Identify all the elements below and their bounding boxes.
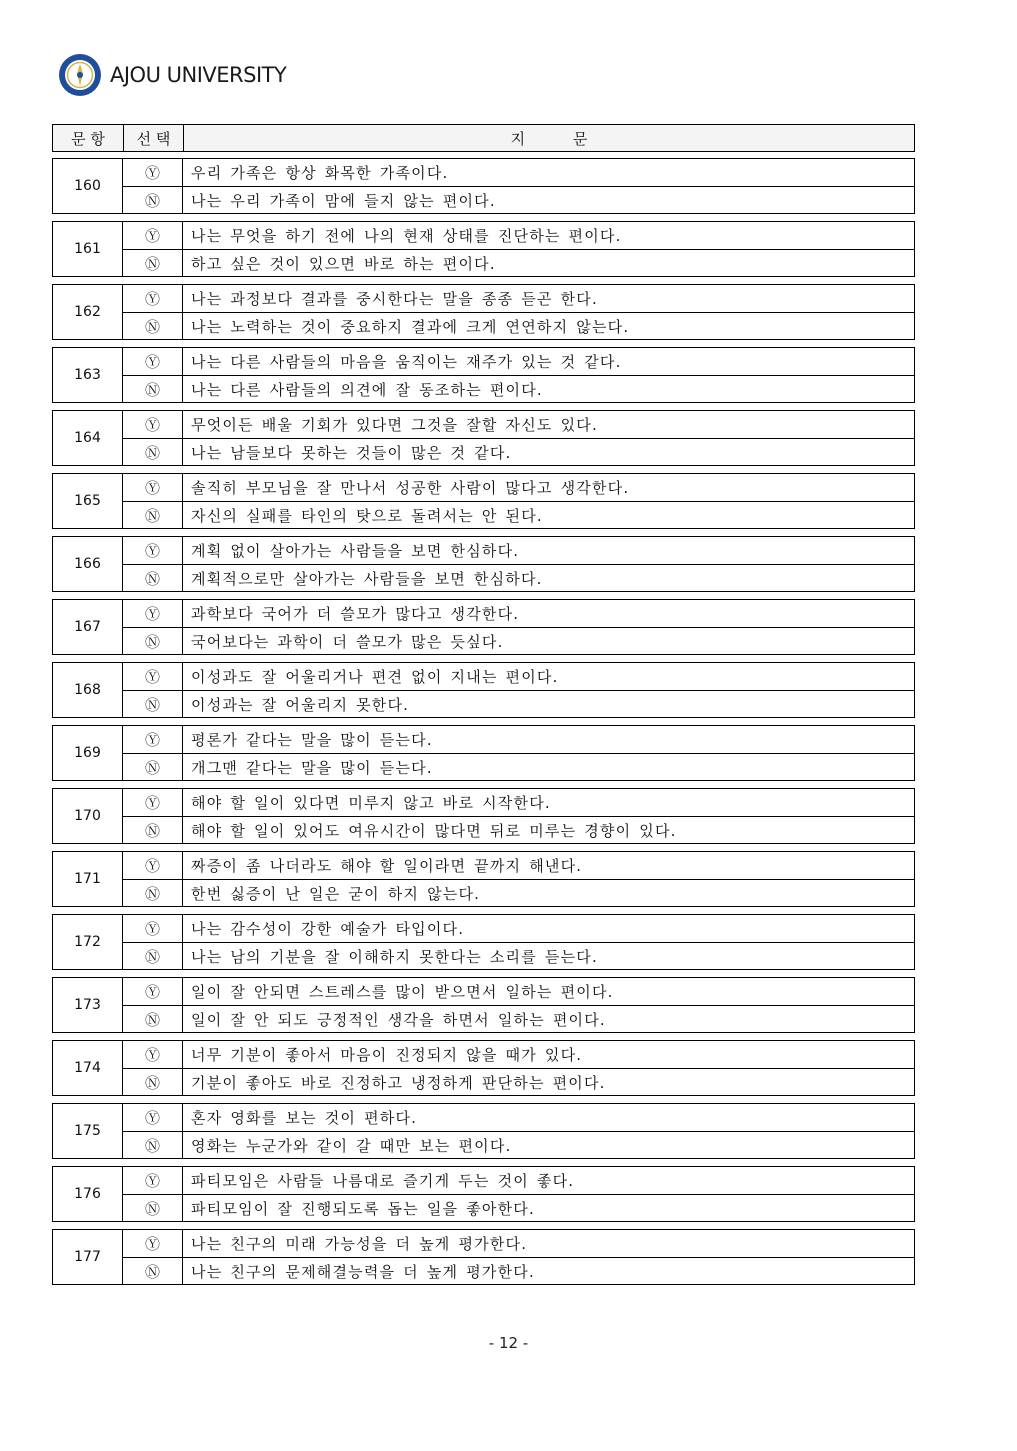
option-no-text: 영화는 누군가와 같이 갈 때만 보는 편이다.: [191, 1136, 512, 1155]
question-group: [52, 158, 915, 214]
question-group: [52, 473, 915, 529]
question-number: 171: [53, 852, 123, 906]
no-mark-icon[interactable]: Ⓝ: [123, 1258, 183, 1284]
option-no-text: 이성과는 잘 어울리지 못한다.: [191, 695, 410, 714]
question-number: 166: [53, 537, 123, 591]
option-no-row[interactable]: [123, 1068, 914, 1095]
yes-mark-icon[interactable]: Ⓨ: [123, 537, 183, 564]
page-number: - 12 -: [488, 1334, 529, 1352]
no-mark-icon[interactable]: Ⓝ: [123, 691, 183, 717]
yes-mark-icon[interactable]: Ⓨ: [123, 159, 183, 186]
yes-mark-icon[interactable]: Ⓨ: [123, 348, 183, 375]
yes-mark-icon[interactable]: Ⓨ: [123, 474, 183, 501]
university-seal-logo: [58, 53, 102, 97]
option-yes-text: 혼자 영화를 보는 것이 편하다.: [191, 1109, 418, 1127]
option-no-text: 기분이 좋아도 바로 진정하고 냉정하게 판단하는 편이다.: [191, 1073, 606, 1092]
question-number: 167: [53, 600, 123, 654]
option-yes-row[interactable]: [123, 789, 914, 816]
option-yes-row[interactable]: [123, 915, 914, 942]
yes-mark-icon[interactable]: Ⓨ: [123, 285, 183, 312]
option-yes-row[interactable]: [123, 348, 914, 375]
option-yes-text: 나는 무엇을 하기 전에 나의 현재 상태를 진단하는 편이다.: [191, 227, 622, 245]
option-yes-text: 우리 가족은 항상 화목한 가족이다.: [191, 164, 449, 182]
option-no-text: 파티모임이 잘 진행되도록 돕는 일을 좋아한다.: [191, 1199, 535, 1218]
option-no-row[interactable]: [123, 690, 914, 717]
yes-mark-icon[interactable]: Ⓨ: [123, 789, 183, 816]
question-number: 160: [53, 159, 123, 213]
no-mark-icon[interactable]: Ⓝ: [123, 250, 183, 276]
option-no-row[interactable]: [123, 1131, 914, 1158]
yes-mark-icon[interactable]: Ⓨ: [123, 915, 183, 942]
university-name: AJOU UNIVERSITY: [110, 63, 287, 87]
option-yes-text: 나는 감수성이 강한 예술가 타입이다.: [191, 920, 465, 938]
question-group: [52, 599, 915, 655]
option-yes-row[interactable]: [123, 1167, 914, 1194]
option-yes-row[interactable]: [123, 600, 914, 627]
option-yes-text: 나는 친구의 미래 가능성을 더 높게 평가한다.: [191, 1235, 528, 1253]
option-no-row[interactable]: [123, 816, 914, 843]
no-mark-icon[interactable]: Ⓝ: [123, 313, 183, 339]
question-number: 173: [53, 978, 123, 1032]
question-group: [52, 284, 915, 340]
option-yes-text: 과학보다 국어가 더 쓸모가 많다고 생각한다.: [191, 605, 520, 623]
option-yes-text: 무엇이든 배울 기회가 있다면 그것을 잘할 자신도 있다.: [191, 416, 598, 434]
option-no-text: 한번 싫증이 난 일은 굳이 하지 않는다.: [191, 884, 481, 903]
option-no-row[interactable]: [123, 942, 914, 969]
option-no-row[interactable]: [123, 753, 914, 780]
option-no-text: 하고 싶은 것이 있으면 바로 하는 편이다.: [191, 254, 496, 273]
option-no-text: 계획적으로만 살아가는 사람들을 보면 한심하다.: [191, 569, 543, 588]
question-number: 175: [53, 1104, 123, 1158]
option-no-row[interactable]: [123, 1257, 914, 1284]
option-yes-row[interactable]: [123, 852, 914, 879]
yes-mark-icon[interactable]: Ⓨ: [123, 978, 183, 1005]
question-number: 174: [53, 1041, 123, 1095]
option-no-row[interactable]: [123, 438, 914, 465]
option-yes-text: 너무 기분이 좋아서 마음이 진정되지 않을 때가 있다.: [191, 1046, 583, 1064]
header-choice: 선 택: [123, 125, 183, 151]
question-number: 164: [53, 411, 123, 465]
no-mark-icon[interactable]: Ⓝ: [123, 1195, 183, 1221]
yes-mark-icon[interactable]: Ⓨ: [123, 663, 183, 690]
option-yes-text: 평론가 같다는 말을 많이 듣는다.: [191, 731, 433, 749]
question-number: 176: [53, 1167, 123, 1221]
option-yes-text: 짜증이 좀 나더라도 해야 할 일이라면 끝까지 해낸다.: [191, 857, 583, 875]
question-group: [52, 914, 915, 970]
yes-mark-icon[interactable]: Ⓨ: [123, 1041, 183, 1068]
no-mark-icon[interactable]: Ⓝ: [123, 376, 183, 402]
question-number: 163: [53, 348, 123, 402]
questionnaire-table: [52, 124, 915, 1285]
no-mark-icon[interactable]: Ⓝ: [123, 565, 183, 591]
question-number: 165: [53, 474, 123, 528]
option-no-row[interactable]: [123, 564, 914, 591]
option-yes-row[interactable]: [123, 726, 914, 753]
option-yes-text: 이성과도 잘 어울리거나 편견 없이 지내는 편이다.: [191, 668, 559, 686]
question-group: [52, 536, 915, 592]
question-group: [52, 788, 915, 844]
yes-mark-icon[interactable]: Ⓨ: [123, 1167, 183, 1194]
option-no-text: 나는 다른 사람들의 의견에 잘 동조하는 편이다.: [191, 380, 543, 399]
no-mark-icon[interactable]: Ⓝ: [123, 754, 183, 780]
option-no-text: 나는 노력하는 것이 중요하지 결과에 크게 연연하지 않는다.: [191, 317, 630, 336]
option-no-text: 해야 할 일이 있어도 여유시간이 많다면 뒤로 미루는 경향이 있다.: [191, 821, 677, 840]
question-number: 168: [53, 663, 123, 717]
no-mark-icon[interactable]: Ⓝ: [123, 187, 183, 213]
question-list: [52, 158, 915, 1285]
yes-mark-icon[interactable]: Ⓨ: [123, 411, 183, 438]
yes-mark-icon[interactable]: Ⓨ: [123, 222, 183, 249]
question-group: [52, 1166, 915, 1222]
yes-mark-icon[interactable]: Ⓨ: [123, 1104, 183, 1131]
option-no-row[interactable]: [123, 1005, 914, 1032]
option-no-text: 일이 잘 안 되도 긍정적인 생각을 하면서 일하는 편이다.: [191, 1010, 606, 1029]
option-no-text: 나는 남들보다 못하는 것들이 많은 것 같다.: [191, 443, 512, 462]
option-yes-row[interactable]: [123, 978, 914, 1005]
no-mark-icon[interactable]: Ⓝ: [123, 1006, 183, 1032]
no-mark-icon[interactable]: Ⓝ: [123, 1132, 183, 1158]
option-no-text: 자신의 실패를 타인의 탓으로 돌려서는 안 된다.: [191, 506, 543, 525]
yes-mark-icon[interactable]: Ⓨ: [123, 600, 183, 627]
option-no-row[interactable]: [123, 627, 914, 654]
option-yes-row[interactable]: [123, 411, 914, 438]
option-no-row[interactable]: [123, 501, 914, 528]
no-mark-icon[interactable]: Ⓝ: [123, 817, 183, 843]
header-item: 문 항: [71, 129, 105, 148]
question-group: [52, 725, 915, 781]
no-mark-icon[interactable]: Ⓝ: [123, 502, 183, 528]
question-number: 161: [53, 222, 123, 276]
option-no-row[interactable]: [123, 879, 914, 906]
question-group: [52, 1040, 915, 1096]
question-group: [52, 977, 915, 1033]
option-yes-text: 파티모임은 사람들 나름대로 즐기게 두는 것이 좋다.: [191, 1172, 575, 1190]
option-yes-text: 일이 잘 안되면 스트레스를 많이 받으면서 일하는 편이다.: [191, 983, 614, 1001]
option-yes-row[interactable]: [123, 285, 914, 312]
option-yes-text: 솔직히 부모님을 잘 만나서 성공한 사람이 많다고 생각한다.: [191, 479, 630, 497]
question-number: 162: [53, 285, 123, 339]
yes-mark-icon[interactable]: Ⓨ: [123, 852, 183, 879]
question-number: 170: [53, 789, 123, 843]
option-yes-row[interactable]: [123, 663, 914, 690]
option-no-row[interactable]: [123, 249, 914, 276]
question-number: 169: [53, 726, 123, 780]
option-yes-row[interactable]: [123, 222, 914, 249]
no-mark-icon[interactable]: Ⓝ: [123, 628, 183, 654]
option-yes-row[interactable]: [123, 159, 914, 186]
yes-mark-icon[interactable]: Ⓨ: [123, 726, 183, 753]
option-yes-text: 해야 할 일이 있다면 미루지 않고 바로 시작한다.: [191, 794, 551, 812]
header-statement: 지 문: [183, 125, 914, 151]
question-group: [52, 1229, 915, 1285]
option-yes-row[interactable]: [123, 1230, 914, 1257]
option-yes-row[interactable]: [123, 1104, 914, 1131]
question-number: 172: [53, 915, 123, 969]
question-group: [52, 347, 915, 403]
question-number: 177: [53, 1230, 123, 1284]
yes-mark-icon[interactable]: Ⓨ: [123, 1230, 183, 1257]
option-no-row[interactable]: [123, 1194, 914, 1221]
question-group: [52, 851, 915, 907]
option-yes-row[interactable]: [123, 474, 914, 501]
option-no-text: 개그맨 같다는 말을 많이 듣는다.: [191, 758, 433, 777]
no-mark-icon[interactable]: Ⓝ: [123, 439, 183, 465]
question-group: [52, 221, 915, 277]
option-yes-text: 나는 다른 사람들의 마음을 움직이는 재주가 있는 것 같다.: [191, 353, 622, 371]
option-no-text: 나는 우리 가족이 맘에 들지 않는 편이다.: [191, 191, 496, 210]
option-yes-row[interactable]: [123, 1041, 914, 1068]
option-no-text: 나는 남의 기분을 잘 이해하지 못한다는 소리를 듣는다.: [191, 947, 598, 966]
option-no-text: 국어보다는 과학이 더 쓸모가 많은 듯싶다.: [191, 632, 504, 651]
question-group: [52, 662, 915, 718]
page-header: [58, 52, 286, 98]
no-mark-icon[interactable]: Ⓝ: [123, 880, 183, 906]
option-no-row[interactable]: [123, 375, 914, 402]
option-no-text: 나는 친구의 문제해결능력을 더 높게 평가한다.: [191, 1262, 535, 1281]
option-no-row[interactable]: [123, 312, 914, 339]
option-yes-text: 나는 과정보다 결과를 중시한다는 말을 종종 듣곤 한다.: [191, 290, 598, 308]
no-mark-icon[interactable]: Ⓝ: [123, 943, 183, 969]
question-group: [52, 410, 915, 466]
option-yes-row[interactable]: [123, 537, 914, 564]
no-mark-icon[interactable]: Ⓝ: [123, 1069, 183, 1095]
option-yes-text: 계획 없이 살아가는 사람들을 보면 한심하다.: [191, 542, 520, 560]
question-group: [52, 1103, 915, 1159]
option-no-row[interactable]: [123, 186, 914, 213]
table-header: [52, 124, 915, 152]
